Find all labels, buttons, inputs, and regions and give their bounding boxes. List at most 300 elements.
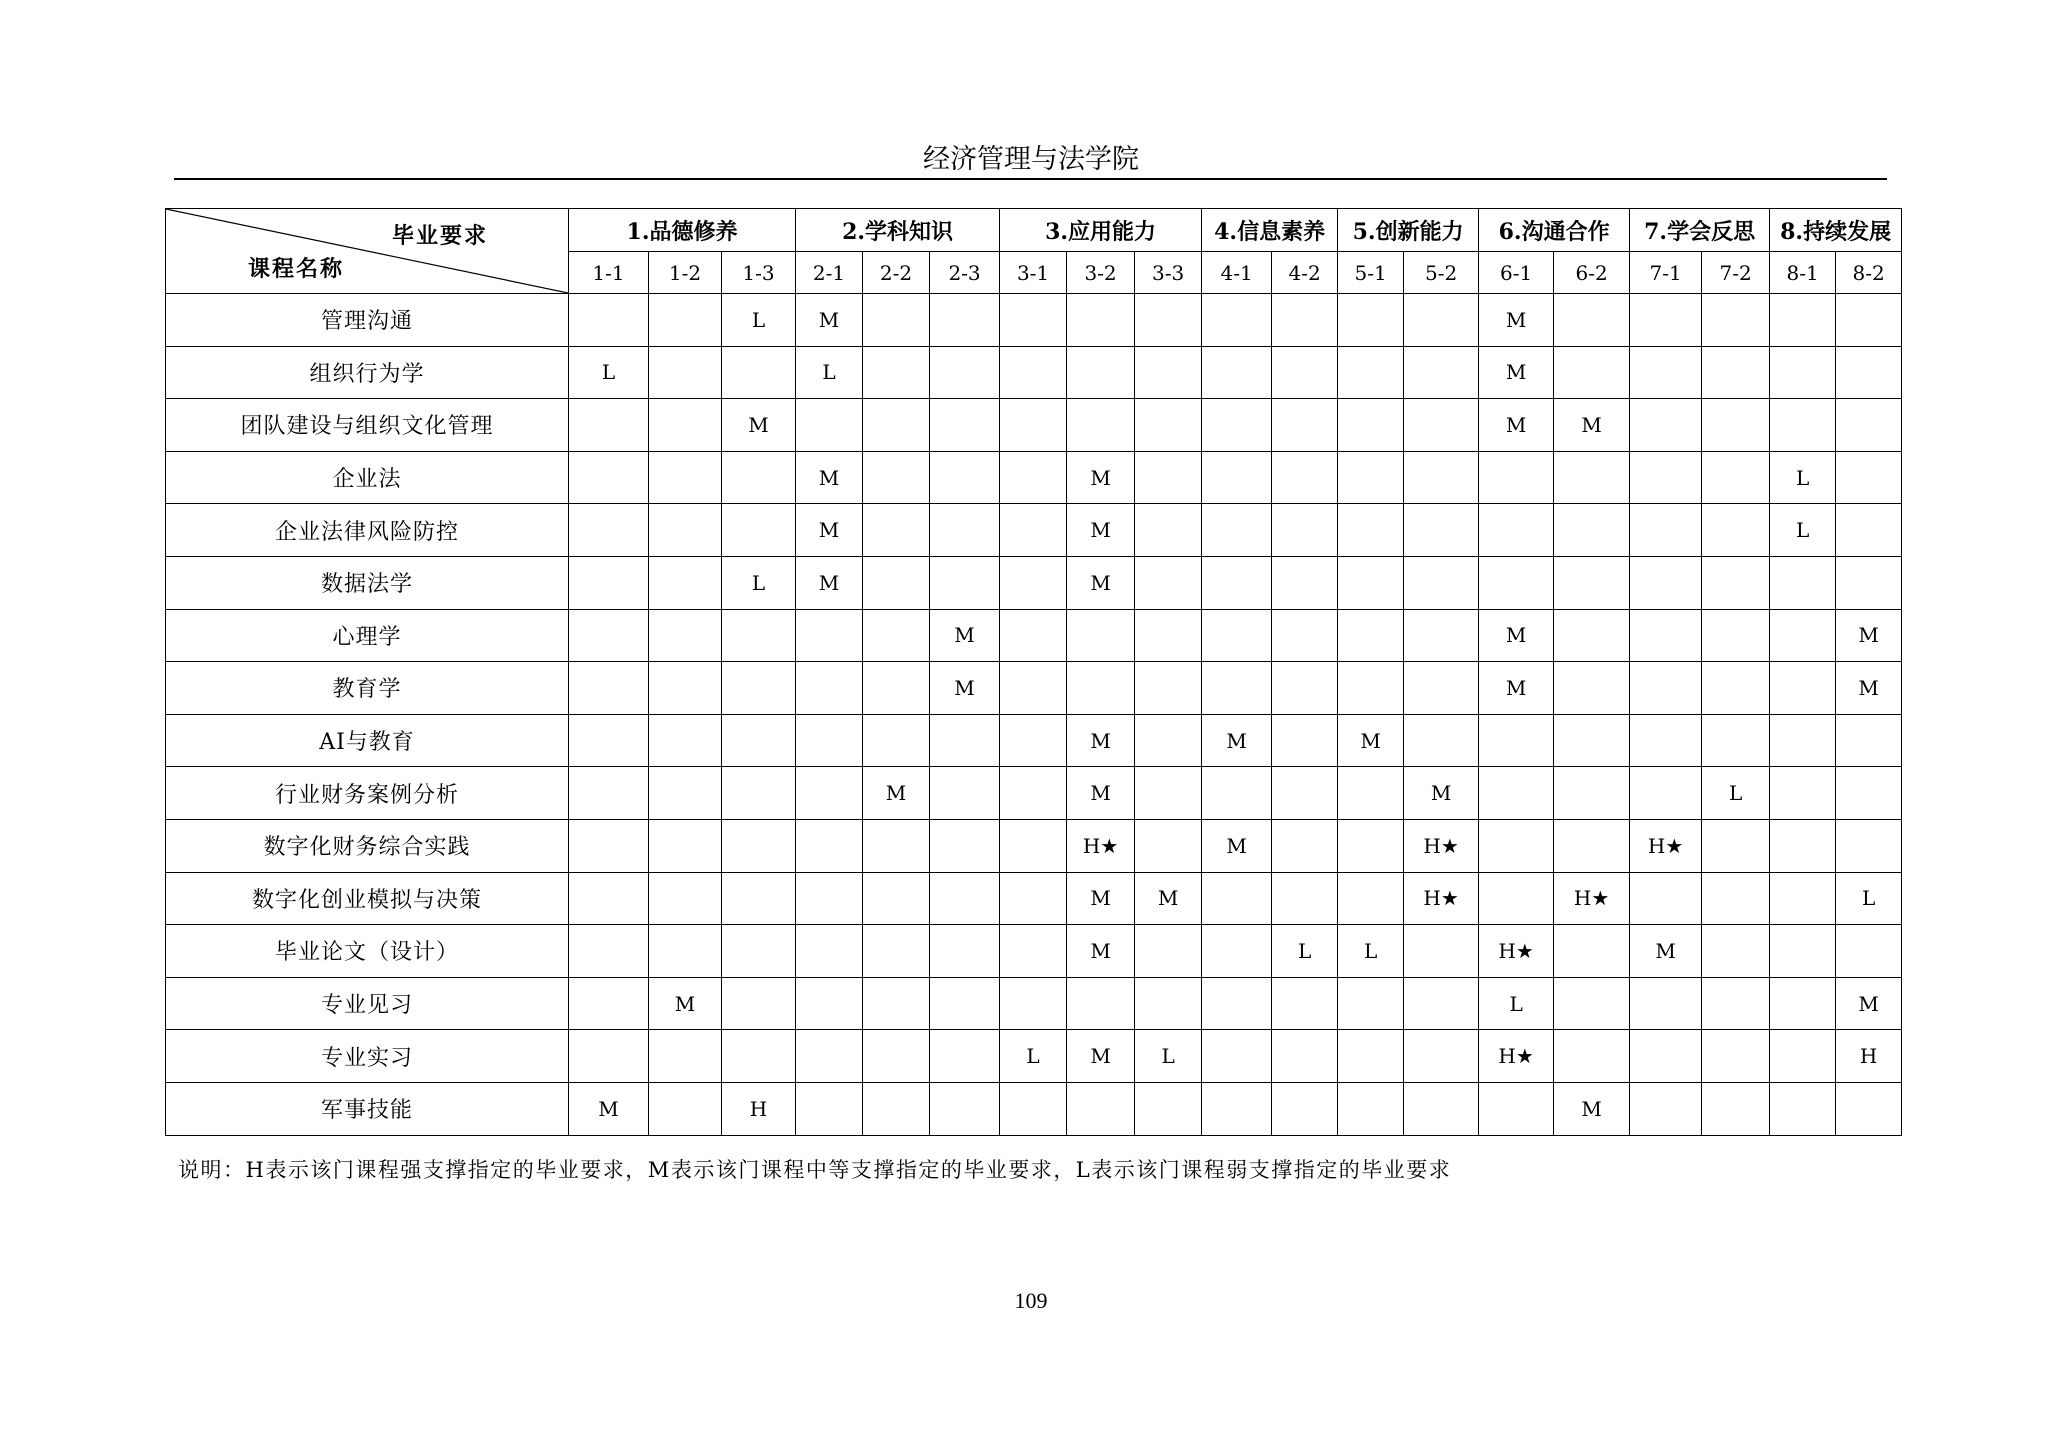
support-level-cell — [1338, 504, 1404, 557]
support-level-cell — [1770, 977, 1836, 1030]
support-level-cell — [1338, 451, 1404, 504]
support-level-cell — [930, 346, 1000, 399]
support-level-cell — [1404, 294, 1479, 347]
support-level-cell — [1000, 1082, 1067, 1135]
support-level-cell: M — [1135, 872, 1202, 925]
support-level-cell — [1479, 819, 1554, 872]
support-level-cell — [1272, 1082, 1338, 1135]
support-level-cell — [1000, 767, 1067, 820]
support-level-cell — [1272, 1030, 1338, 1083]
support-level-cell — [722, 925, 796, 978]
support-level-cell — [930, 767, 1000, 820]
support-level-cell — [796, 609, 863, 662]
course-name-cell: 心理学 — [166, 609, 569, 662]
support-level-cell — [649, 1030, 722, 1083]
support-level-cell: M — [569, 1082, 649, 1135]
support-level-cell — [1630, 609, 1702, 662]
support-level-cell — [1202, 1082, 1272, 1135]
support-level-cell — [722, 767, 796, 820]
support-level-cell — [1135, 1082, 1202, 1135]
support-level-cell: L — [1702, 767, 1770, 820]
support-level-cell: L — [1135, 1030, 1202, 1083]
support-level-cell: M — [1067, 504, 1135, 557]
support-level-cell — [930, 977, 1000, 1030]
support-level-cell: M — [1836, 662, 1902, 715]
support-level-cell — [1338, 767, 1404, 820]
support-level-cell — [863, 399, 930, 452]
support-level-cell — [1404, 556, 1479, 609]
support-level-cell — [796, 925, 863, 978]
support-level-cell: M — [649, 977, 722, 1030]
support-level-cell — [1404, 662, 1479, 715]
support-level-cell — [1770, 294, 1836, 347]
support-level-cell — [569, 819, 649, 872]
support-level-cell — [1702, 977, 1770, 1030]
course-name-cell: 专业实习 — [166, 1030, 569, 1083]
support-level-cell — [1338, 294, 1404, 347]
support-level-cell — [1135, 294, 1202, 347]
support-level-cell — [1202, 767, 1272, 820]
support-level-cell: M — [1630, 925, 1702, 978]
support-level-cell — [1135, 609, 1202, 662]
support-level-cell — [1000, 346, 1067, 399]
support-level-cell: M — [863, 767, 930, 820]
support-level-cell — [1000, 714, 1067, 767]
support-level-cell: L — [1272, 925, 1338, 978]
support-level-cell — [796, 767, 863, 820]
support-level-cell — [1272, 819, 1338, 872]
support-level-cell — [863, 346, 930, 399]
table-row — [166, 556, 1902, 609]
support-level-cell — [1272, 872, 1338, 925]
support-level-cell: M — [1836, 977, 1902, 1030]
support-level-cell — [1630, 346, 1702, 399]
requirement-group-header: 6.沟通合作 — [1479, 209, 1630, 252]
support-level-cell: L — [1338, 925, 1404, 978]
indicator-header: 5-2 — [1404, 252, 1479, 294]
support-level-cell: M — [796, 451, 863, 504]
support-level-cell: H★ — [1404, 819, 1479, 872]
course-name-cell: 组织行为学 — [166, 346, 569, 399]
support-level-cell — [1272, 662, 1338, 715]
support-level-cell — [1479, 504, 1554, 557]
support-level-cell — [863, 1082, 930, 1135]
support-level-cell — [863, 556, 930, 609]
support-level-cell — [1338, 819, 1404, 872]
course-name-cell: 团队建设与组织文化管理 — [166, 399, 569, 452]
support-level-cell: M — [1338, 714, 1404, 767]
support-level-cell — [1338, 977, 1404, 1030]
support-level-cell — [1630, 767, 1702, 820]
support-level-cell: M — [1404, 767, 1479, 820]
support-level-cell — [1000, 925, 1067, 978]
page-number: 109 — [1014, 1288, 1048, 1313]
support-level-cell — [1202, 662, 1272, 715]
support-level-cell — [1338, 346, 1404, 399]
page-header-title: 经济管理与法学院 — [923, 144, 1139, 175]
support-level-cell — [863, 714, 930, 767]
support-level-cell: M — [1202, 714, 1272, 767]
support-level-cell — [1067, 294, 1135, 347]
support-level-cell — [1630, 1082, 1702, 1135]
course-name-cell: 企业法律风险防控 — [166, 504, 569, 557]
support-level-cell — [1272, 451, 1338, 504]
support-level-cell — [722, 662, 796, 715]
support-level-cell — [1554, 977, 1630, 1030]
support-level-cell — [1338, 399, 1404, 452]
support-level-cell — [1770, 1030, 1836, 1083]
support-level-cell: H★ — [1404, 872, 1479, 925]
corner-header — [166, 209, 569, 294]
support-level-cell — [1202, 346, 1272, 399]
support-level-cell — [1630, 714, 1702, 767]
support-level-cell — [1272, 399, 1338, 452]
support-level-cell — [1836, 451, 1902, 504]
support-level-cell — [1836, 767, 1902, 820]
support-level-cell — [796, 819, 863, 872]
indicator-header: 3-2 — [1067, 252, 1135, 294]
support-level-cell — [649, 399, 722, 452]
support-level-cell — [569, 294, 649, 347]
support-level-cell — [1135, 714, 1202, 767]
support-level-cell — [1770, 819, 1836, 872]
indicator-header: 1-3 — [722, 252, 796, 294]
support-level-cell — [1770, 609, 1836, 662]
support-level-cell — [930, 294, 1000, 347]
support-level-cell — [1272, 294, 1338, 347]
support-level-cell — [1702, 609, 1770, 662]
indicator-header: 5-1 — [1338, 252, 1404, 294]
support-level-cell — [1202, 609, 1272, 662]
table-row — [166, 294, 1902, 347]
support-level-cell — [1836, 925, 1902, 978]
support-level-cell — [930, 399, 1000, 452]
support-level-cell — [930, 556, 1000, 609]
support-level-cell — [1770, 346, 1836, 399]
support-level-cell — [1404, 1030, 1479, 1083]
support-level-cell — [1554, 925, 1630, 978]
support-level-cell — [1000, 399, 1067, 452]
support-level-cell — [1702, 451, 1770, 504]
support-level-cell — [796, 662, 863, 715]
support-level-cell — [649, 714, 722, 767]
corner-requirement-label: 毕业要求 — [391, 223, 488, 249]
support-level-cell: M — [1067, 556, 1135, 609]
support-level-cell — [569, 556, 649, 609]
course-name-cell: 行业财务案例分析 — [166, 767, 569, 820]
support-level-cell — [1272, 609, 1338, 662]
table-row — [166, 504, 1902, 557]
support-level-cell — [1836, 1082, 1902, 1135]
support-level-cell — [722, 872, 796, 925]
requirement-group-row — [166, 209, 1902, 252]
requirement-group-header: 4.信息素养 — [1202, 209, 1338, 252]
support-level-cell — [1404, 609, 1479, 662]
support-level-cell: L — [1836, 872, 1902, 925]
support-level-cell — [1000, 504, 1067, 557]
support-level-cell — [863, 662, 930, 715]
support-level-cell — [1000, 662, 1067, 715]
support-level-cell — [1000, 294, 1067, 347]
support-level-cell — [1135, 925, 1202, 978]
support-level-cell: M — [1067, 451, 1135, 504]
support-level-cell — [1338, 872, 1404, 925]
support-level-cell — [796, 1030, 863, 1083]
support-level-cell — [1554, 556, 1630, 609]
support-level-cell — [1836, 346, 1902, 399]
support-level-cell — [796, 872, 863, 925]
support-level-cell — [1272, 977, 1338, 1030]
support-level-cell — [1702, 504, 1770, 557]
support-level-cell — [1554, 451, 1630, 504]
support-level-cell — [1000, 556, 1067, 609]
support-level-cell — [1338, 1082, 1404, 1135]
support-level-cell — [1554, 609, 1630, 662]
support-level-cell — [863, 504, 930, 557]
indicator-header: 8-1 — [1770, 252, 1836, 294]
support-level-cell: M — [722, 399, 796, 452]
support-level-cell — [1135, 346, 1202, 399]
legend-note: 说明：H表示该门课程强支撑指定的毕业要求，M表示该门课程中等支撑指定的毕业要求，L表示该门课程弱支撑指定的毕业要求 — [178, 1158, 1452, 1182]
support-level-cell — [569, 872, 649, 925]
support-level-cell: L — [1770, 451, 1836, 504]
support-level-cell — [1202, 1030, 1272, 1083]
course-name-cell: 管理沟通 — [166, 294, 569, 347]
support-level-cell — [722, 609, 796, 662]
support-level-cell — [1272, 714, 1338, 767]
support-level-cell — [796, 399, 863, 452]
support-level-cell — [1404, 714, 1479, 767]
support-level-cell — [1554, 294, 1630, 347]
support-level-cell — [1404, 977, 1479, 1030]
support-level-cell: M — [1479, 609, 1554, 662]
support-level-cell — [722, 451, 796, 504]
support-level-cell — [1702, 925, 1770, 978]
indicator-header: 6-1 — [1479, 252, 1554, 294]
support-level-cell — [1702, 294, 1770, 347]
indicator-header: 8-2 — [1836, 252, 1902, 294]
support-level-cell — [722, 977, 796, 1030]
support-level-cell — [930, 451, 1000, 504]
support-level-cell — [1404, 504, 1479, 557]
support-level-cell — [930, 1082, 1000, 1135]
support-level-cell — [722, 504, 796, 557]
course-name-cell: 教育学 — [166, 662, 569, 715]
support-level-cell — [1000, 872, 1067, 925]
support-level-cell — [649, 556, 722, 609]
course-name-cell: 军事技能 — [166, 1082, 569, 1135]
support-level-cell — [930, 872, 1000, 925]
support-level-cell — [1702, 872, 1770, 925]
support-level-cell: M — [1479, 294, 1554, 347]
support-level-cell — [649, 451, 722, 504]
course-name-cell: 数字化创业模拟与决策 — [166, 872, 569, 925]
support-level-cell — [1404, 1082, 1479, 1135]
support-level-cell — [796, 1082, 863, 1135]
support-level-cell — [1067, 1082, 1135, 1135]
support-level-cell: H★ — [1479, 1030, 1554, 1083]
course-name-cell: 专业见习 — [166, 977, 569, 1030]
support-level-cell: L — [1000, 1030, 1067, 1083]
support-level-cell — [569, 977, 649, 1030]
support-level-cell — [1202, 977, 1272, 1030]
support-level-cell — [1202, 451, 1272, 504]
support-level-cell — [569, 609, 649, 662]
support-level-cell — [722, 1030, 796, 1083]
indicator-header: 6-2 — [1554, 252, 1630, 294]
support-level-cell — [1702, 662, 1770, 715]
support-level-cell — [1630, 294, 1702, 347]
support-level-cell — [1404, 451, 1479, 504]
support-level-cell — [1067, 346, 1135, 399]
support-level-cell: M — [1554, 399, 1630, 452]
support-level-cell — [569, 714, 649, 767]
support-level-cell — [1135, 977, 1202, 1030]
support-level-cell — [1770, 714, 1836, 767]
support-level-cell — [569, 1030, 649, 1083]
table-row — [166, 662, 1902, 715]
support-level-cell — [1630, 399, 1702, 452]
support-level-cell — [1272, 767, 1338, 820]
support-level-cell — [796, 714, 863, 767]
support-level-cell — [1702, 399, 1770, 452]
support-level-cell — [1404, 346, 1479, 399]
requirement-group-header: 8.持续发展 — [1770, 209, 1902, 252]
support-level-cell: M — [1479, 346, 1554, 399]
support-level-cell — [1338, 662, 1404, 715]
support-level-cell — [863, 1030, 930, 1083]
support-level-cell: H — [1836, 1030, 1902, 1083]
support-level-cell: L — [1770, 504, 1836, 557]
indicator-header: 2-1 — [796, 252, 863, 294]
support-level-cell — [930, 504, 1000, 557]
support-level-cell: M — [1554, 1082, 1630, 1135]
support-level-cell: M — [930, 662, 1000, 715]
support-level-cell: M — [1479, 662, 1554, 715]
support-level-cell — [1770, 556, 1836, 609]
support-level-cell — [1272, 346, 1338, 399]
support-level-cell — [1479, 1082, 1554, 1135]
support-level-cell — [1836, 819, 1902, 872]
indicator-header: 4-2 — [1272, 252, 1338, 294]
support-level-cell: M — [1067, 925, 1135, 978]
indicator-header: 7-2 — [1702, 252, 1770, 294]
support-level-cell — [722, 819, 796, 872]
support-level-cell — [1770, 1082, 1836, 1135]
course-name-cell: 数字化财务综合实践 — [166, 819, 569, 872]
support-level-cell — [930, 819, 1000, 872]
support-level-cell — [1202, 504, 1272, 557]
support-level-cell — [1135, 399, 1202, 452]
support-level-cell — [649, 609, 722, 662]
support-level-cell — [1000, 977, 1067, 1030]
support-level-cell: M — [796, 504, 863, 557]
support-level-cell — [1479, 556, 1554, 609]
table-row — [166, 346, 1902, 399]
support-level-cell — [1479, 451, 1554, 504]
support-level-cell — [649, 819, 722, 872]
support-level-cell — [649, 346, 722, 399]
support-level-cell: H — [722, 1082, 796, 1135]
support-level-cell — [863, 609, 930, 662]
support-level-cell — [722, 714, 796, 767]
indicator-header: 1-1 — [569, 252, 649, 294]
requirement-group-header: 5.创新能力 — [1338, 209, 1479, 252]
support-level-cell — [1202, 556, 1272, 609]
table-row — [166, 977, 1902, 1030]
indicator-header: 2-2 — [863, 252, 930, 294]
support-level-cell: L — [569, 346, 649, 399]
support-level-cell — [1630, 977, 1702, 1030]
requirement-group-header: 1.品德修养 — [569, 209, 796, 252]
support-level-cell — [1404, 399, 1479, 452]
support-level-cell — [1067, 662, 1135, 715]
support-level-cell — [1630, 662, 1702, 715]
support-level-cell — [1272, 504, 1338, 557]
support-level-cell — [1702, 1030, 1770, 1083]
support-level-cell — [649, 662, 722, 715]
support-level-cell: M — [1836, 609, 1902, 662]
indicator-header: 2-3 — [930, 252, 1000, 294]
support-level-cell — [1630, 556, 1702, 609]
support-level-cell: L — [1479, 977, 1554, 1030]
support-level-cell: M — [1479, 399, 1554, 452]
table-row — [166, 1082, 1902, 1135]
table-row — [166, 925, 1902, 978]
support-level-cell — [569, 662, 649, 715]
header-rule — [174, 178, 1887, 180]
support-level-cell: M — [930, 609, 1000, 662]
table-row — [166, 1030, 1902, 1083]
course-name-cell: 企业法 — [166, 451, 569, 504]
support-level-cell — [1479, 872, 1554, 925]
support-level-cell — [1770, 399, 1836, 452]
support-level-cell — [1067, 399, 1135, 452]
table-row — [166, 714, 1902, 767]
support-level-cell — [1702, 556, 1770, 609]
support-level-cell — [1338, 609, 1404, 662]
support-level-cell — [1836, 294, 1902, 347]
support-level-cell — [863, 977, 930, 1030]
indicator-header: 3-3 — [1135, 252, 1202, 294]
support-level-cell — [1702, 1082, 1770, 1135]
support-level-cell — [1272, 556, 1338, 609]
table-row — [166, 872, 1902, 925]
table-row — [166, 451, 1902, 504]
support-level-cell — [1000, 451, 1067, 504]
support-level-cell — [1067, 977, 1135, 1030]
support-level-cell — [1202, 925, 1272, 978]
support-level-cell — [649, 1082, 722, 1135]
support-level-cell — [863, 872, 930, 925]
requirement-group-header: 2.学科知识 — [796, 209, 1000, 252]
support-level-cell — [569, 767, 649, 820]
indicator-header: 7-1 — [1630, 252, 1702, 294]
support-level-cell — [1630, 872, 1702, 925]
corner-diagonal-line — [166, 209, 568, 293]
table-row — [166, 767, 1902, 820]
support-level-cell — [1554, 1030, 1630, 1083]
support-level-cell — [649, 767, 722, 820]
support-level-cell — [930, 714, 1000, 767]
support-level-cell: L — [722, 556, 796, 609]
support-level-cell — [1202, 399, 1272, 452]
support-level-cell — [1630, 504, 1702, 557]
support-level-cell — [1338, 556, 1404, 609]
support-level-cell: H★ — [1067, 819, 1135, 872]
support-level-cell: M — [1067, 872, 1135, 925]
support-level-cell: M — [1202, 819, 1272, 872]
